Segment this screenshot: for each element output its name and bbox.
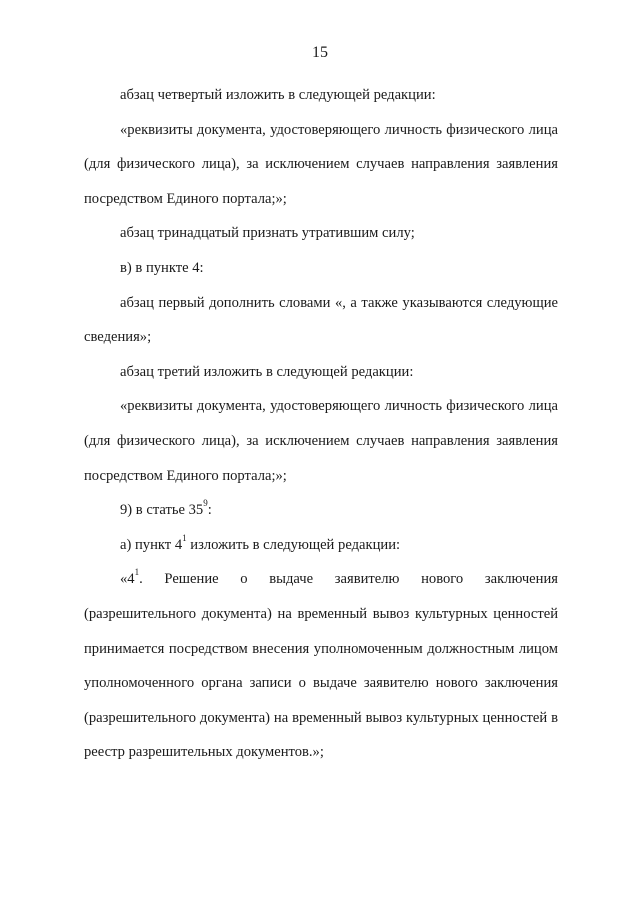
superscript: 1 <box>182 532 187 543</box>
paragraph-8-text: 9) в статье 35 <box>120 502 204 519</box>
paragraph-10 <box>84 562 558 770</box>
paragraph-5: абзац первый дополнить словами «, а также указываются следующие сведения»; <box>84 294 558 346</box>
paragraph-10-text-after: . Решение о выдаче заявителю нового заключения (разрешительного документа) на временный вывоз культурных ценностей принимается посредством внесения уполномоченным должностным лицом уполномоченного органа записи о выдаче заявителю нового заключения (разрешительного документа) на временный вывоз культурных ценностей в реестр разрешительных документов.»; <box>84 571 558 761</box>
paragraph-6: абзац третий изложить в следующей редакции: <box>120 363 414 380</box>
page-number: 15 <box>312 44 328 61</box>
document-body <box>84 78 558 770</box>
paragraph-8 <box>84 493 558 528</box>
superscript: 9 <box>203 498 208 509</box>
paragraph-9-text: а) пункт 4 <box>120 536 183 553</box>
paragraph-9 <box>84 528 558 563</box>
paragraph-1: абзац четвертый изложить в следующей редакции: <box>120 87 436 103</box>
paragraph-9-text-after: изложить в следующей редакции: <box>186 536 401 553</box>
paragraph-10-text: «4 <box>120 571 135 588</box>
paragraph-7: «реквизиты документа, удостоверяющего личность физического лица (для физического лица), за исключением случаев направления заявления посредством Единого портала;»; <box>84 398 558 484</box>
superscript: 1 <box>134 567 140 578</box>
paragraph-3: абзац тринадцатый признать утратившим силу; <box>120 225 415 242</box>
paragraph-4: в) в пункте 4: <box>120 259 204 276</box>
paragraph-8-text-after: : <box>207 502 212 519</box>
paragraph-2: «реквизиты документа, удостоверяющего личность физического лица (для физического лица), за исключением случаев направления заявления посредством Единого портала;»; <box>84 121 558 207</box>
